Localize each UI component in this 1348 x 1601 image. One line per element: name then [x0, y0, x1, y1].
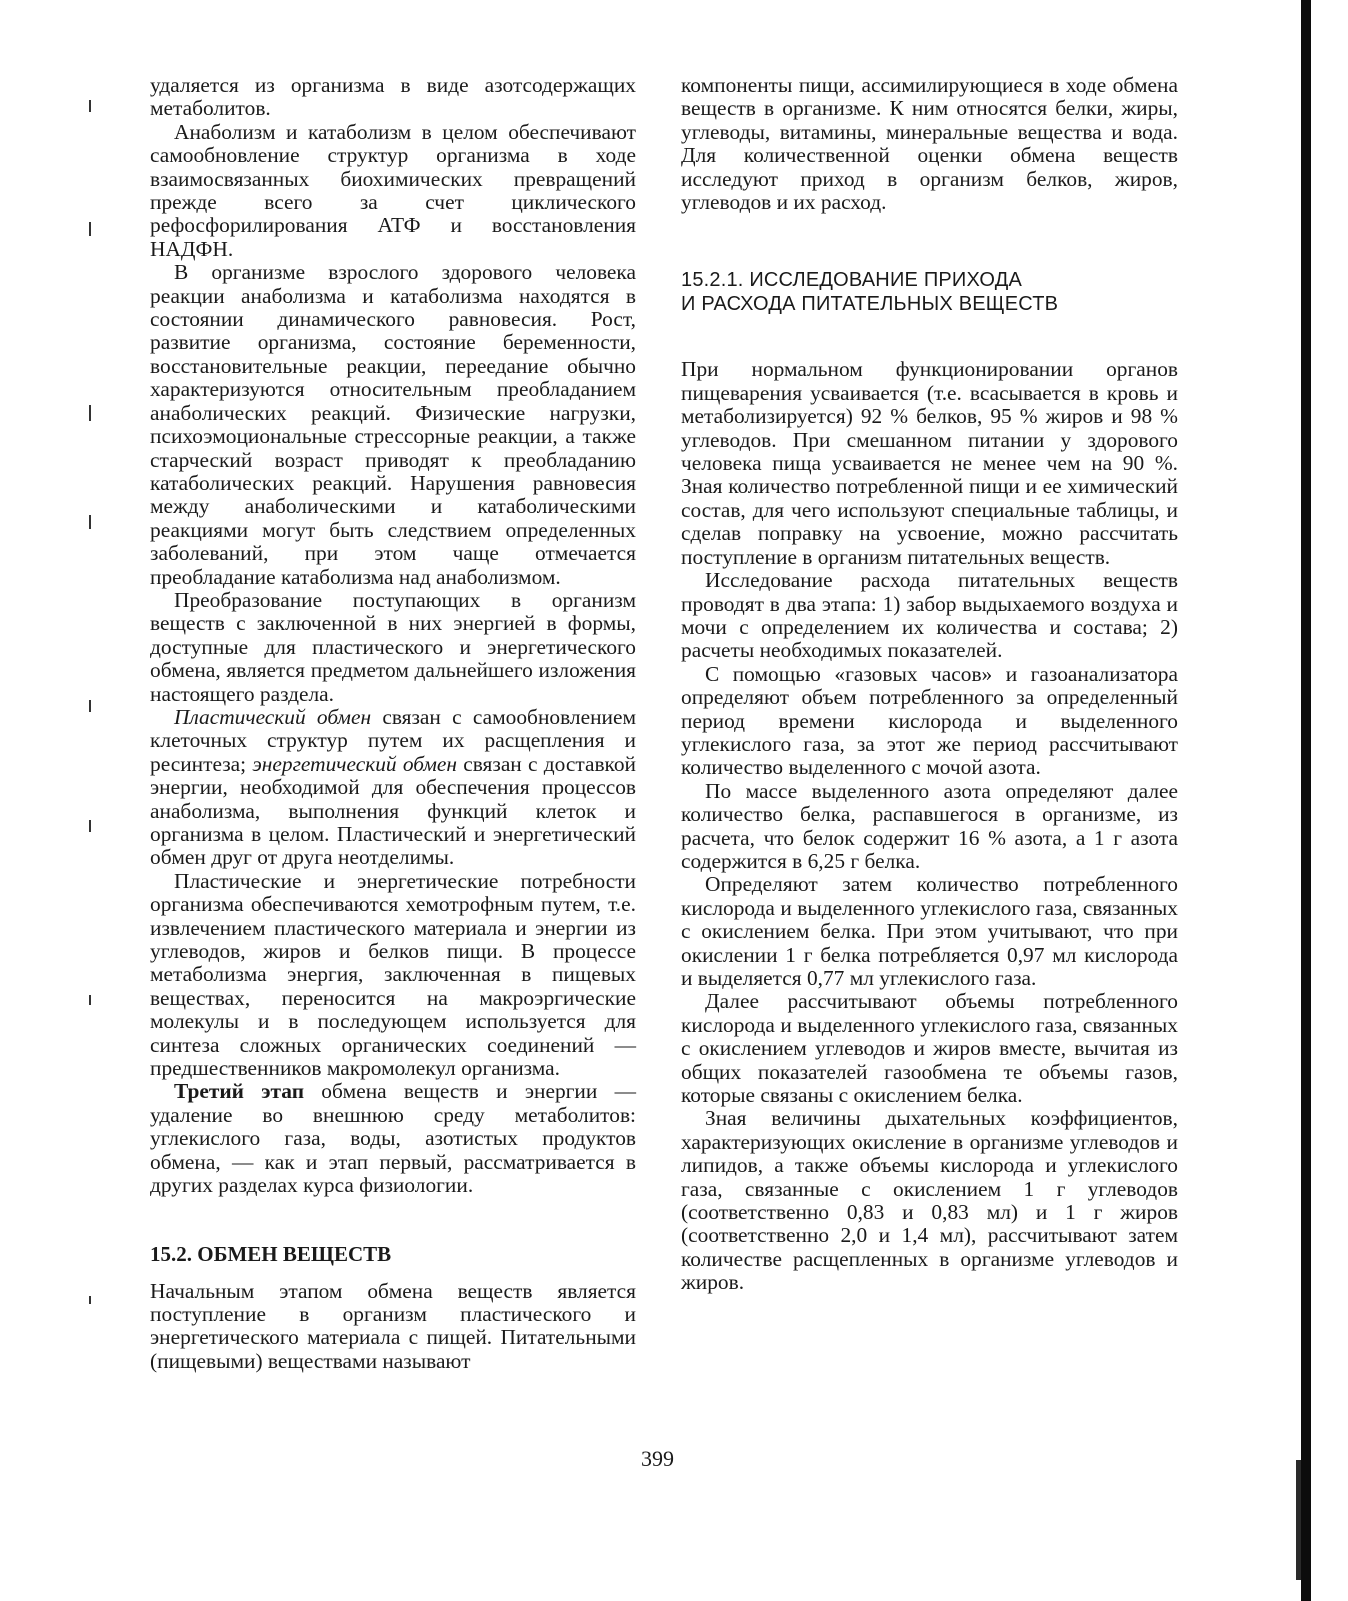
paragraph: С помощью «газовых часов» и газоанализатора определяют объем потребленного за определенный период времени кислорода и выделенного углекислого газа, за этот же период рассчитывают количество выделенного с мочой азота. [681, 661, 1178, 780]
scan-speck [89, 1296, 91, 1304]
paragraph: компоненты пищи, ассимилирующиеся в ходе обмена веществ в организме. К ним относятся белки, жиры, углеводы, витамины, минеральные вещества и вода. Для количественной оценки обмена веществ исследуют приход в организм белков, жиров, углеводов и их расход. [681, 73, 1178, 215]
paragraph: Определяют затем количество потребленного кислорода и выделенного углекислого газа, связанных с окислением белка. При этом учитывают, что при окислении 1 г белка потребляется 0,97 мл кислорода и выделяется 0,77 мл углекислого газа. [681, 872, 1178, 990]
scan-speck [89, 995, 91, 1005]
paragraph-text: связан с доставкой энергии, необходимой для обеспечения процессов анаболизма, выполнения функций клеток и организма в целом. Пластический и энергетический обмен друг от друга неотделимы. [150, 751, 637, 870]
scan-edge-shadow-lower [1296, 1460, 1301, 1580]
subsection-heading-line1: 15.2.1. ИССЛЕДОВАНИЕ ПРИХОДА [681, 269, 1022, 292]
paragraph: Пластические и энергетические потребности организма обеспечиваются хемотрофным путем, т.е. извлечением пластического материала и энергии из углеводов, жиров и белков пищи. В процессе метаболизма энергия, заключенная в пищевых веществах, переносится на макроэргические молекулы и в последующем используется для синтеза сложных органических соединений — предшественников макромолекул организма. [150, 868, 636, 1081]
paragraph: При нормальном функционировании органов пищеварения усваивается (т.е. всасывается в кровь и метаболизируется) 92 % белков, 95 % жиров и 98 % углеводов. При смешанном питании у здорового человека пища усваивается не менее чем на 90 %. Зная количество потребленной пищи и ее химический состав, для чего используют специальные таблицы, и сделав поправку на усвоение, можно рассчитать поступление в организм питательных веществ. [681, 357, 1178, 569]
scan-speck [89, 100, 91, 112]
section-heading: 15.2. ОБМЕН ВЕЩЕСТВ [150, 1241, 392, 1266]
subsection-heading-line2: И РАСХОДА ПИТАТЕЛЬНЫХ ВЕЩЕСТВ [681, 293, 1059, 316]
term-energy-exchange: энергетический обмен [252, 751, 457, 776]
paragraph: Далее рассчитывают объемы потребленного кислорода и выделенного углекислого газа, связанных с окислением углеводов и жиров вместе, вычитая из общих показателей газообмена те объемы газов, которые связаны с окислением белка. [681, 989, 1178, 1108]
paragraph: По массе выделенного азота определяют далее количество белка, распавшегося в организме, из расчета, что белок содержит 16 % азота, а 1 г азота содержится в 6,25 г белка. [681, 778, 1178, 873]
paragraph: Зная величины дыхательных коэффициентов, характеризующих окисление в организме углеводов и липидов, а также объемы кислорода и углекислого газа, связанные с окислением 1 г углеводов (соответственно 0,83 и 0,83 мл) и 1 г жиров (соответственно 2,0 и 1,4 мл), рассчитывают затем количестве расщепленных в организме углеводов и жиров. [681, 1106, 1178, 1295]
paragraph [150, 1080, 636, 1197]
paragraph: Начальным этапом обмена веществ является поступление в организм пластического и энергетического материала с пищей. Питательными (пищевыми) веществами называют [150, 1278, 636, 1373]
paragraph: Преобразование поступающих в организм веществ с заключенной в них энергией в формы, доступные для пластического и энергетического обмена, является предметом дальнейшего изложения настоящего раздела. [150, 587, 636, 706]
paragraph-text: обмена веществ и энергии — удаление во внешнюю среду метаболитов: углекислого газа, воды, азотистых продуктов обмена, — как и этап первый, рассматривается в других разделах курса физиологии. [150, 1079, 636, 1198]
scan-speck [89, 405, 91, 421]
paragraph-text: связан с самообновлением клеточных структур путем их расщепления и ресинтеза; [150, 704, 636, 776]
scan-edge-shadow [1301, 0, 1311, 1601]
paragraph [150, 706, 636, 870]
paragraph: Исследование расхода питательных веществ проводят в два этапа: 1) забор выдыхаемого воздуха и мочи с определением их количества и состава; 2) расчеты необходимых показателей. [681, 568, 1178, 663]
page-number: 399 [641, 1446, 674, 1471]
scan-speck [89, 515, 91, 529]
scan-speck [89, 222, 91, 236]
term-plastic-exchange: Пластический обмен [174, 704, 372, 729]
paragraph: удаляется из организма в виде азотсодержащих метаболитов. [150, 73, 636, 121]
left-column [150, 74, 636, 1373]
paragraph: В организме взрослого здорового человека реакции анаболизма и катаболизма находятся в состоянии динамического равновесия. Рост, развитие организма, состояние беременности, восстановительные реакции, переедание обычно характеризуются относительным преобладанием анаболических реакций. Физические нагрузки, психоэмоциональные стрессорные реакции, а также старческий возраст приводят к преобладанию катаболических реакций. Нарушения равновесия между анаболическими и катаболическими реакциями могут быть следствием определенных заболеваний, при этом чаще отмечается преобладание катаболизма над анаболизмом. [150, 260, 636, 589]
right-column [681, 74, 1178, 1295]
scan-speck [89, 700, 91, 712]
paragraph: Анаболизм и катаболизм в целом обеспечивают самообновление структур организма в ходе взаимосвязанных биохимических превращений прежде всего за счет циклического рефосфорилирования АТФ и восстановления НАДФН. [150, 119, 636, 261]
term-third-stage: Третий этап [174, 1079, 305, 1104]
scan-speck [89, 820, 91, 832]
